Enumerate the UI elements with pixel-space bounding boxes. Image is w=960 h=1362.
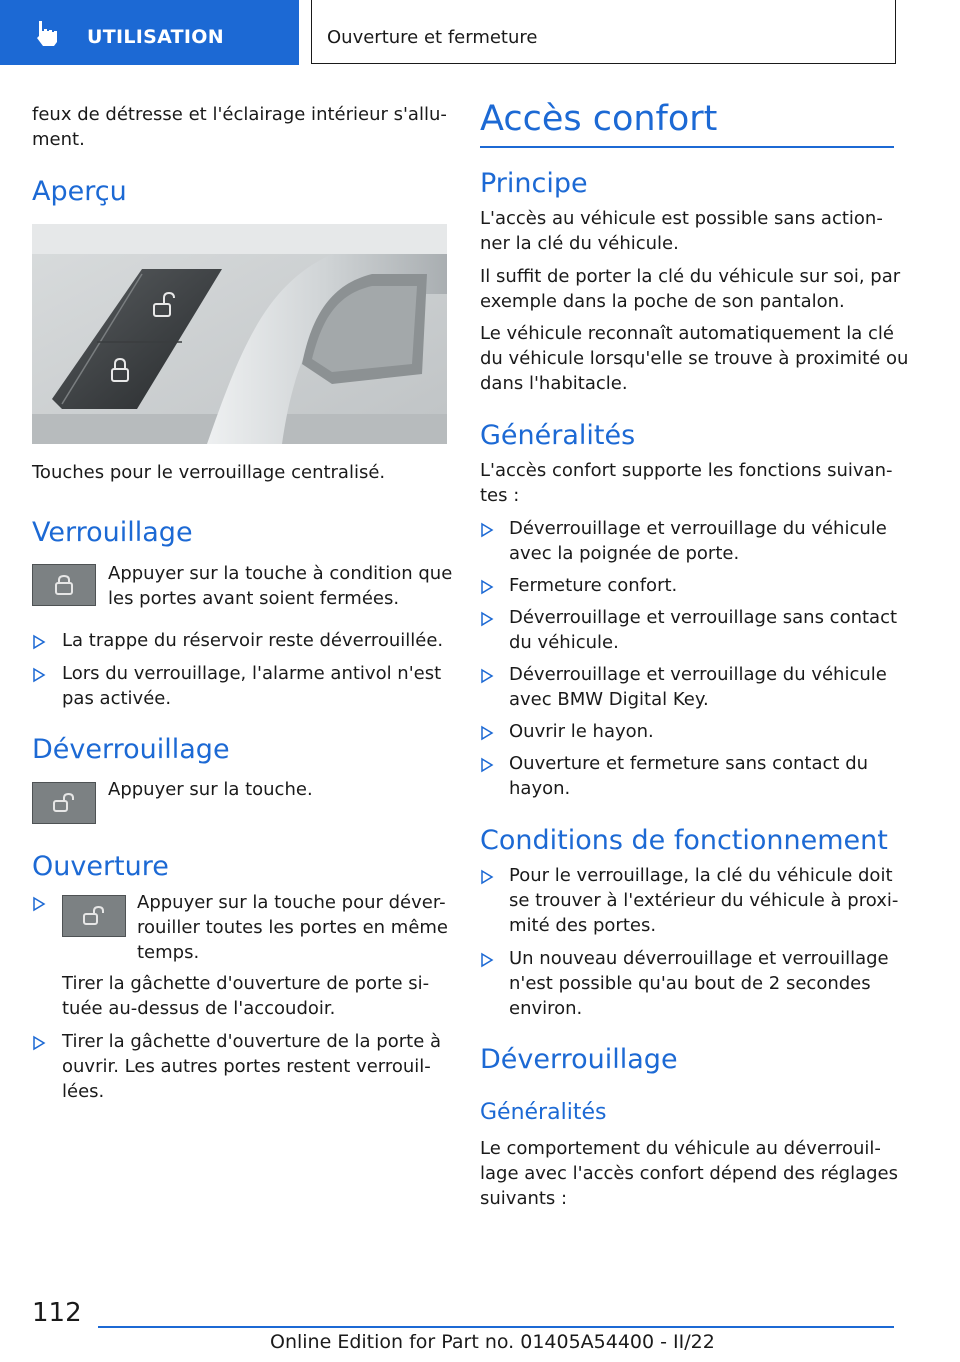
unlock-icon: [83, 906, 105, 926]
photo-caption: Touches pour le verrouillage centralisé.: [32, 462, 386, 483]
list-item-cont: environ.: [509, 998, 583, 1019]
bullet-arrow-icon: [480, 757, 494, 773]
generalites-p-line2: tes :: [480, 485, 520, 506]
bullet-arrow-icon: [480, 611, 494, 627]
verrouillage-heading: Verrouillage: [32, 517, 193, 548]
bullet-arrow-icon: [32, 634, 46, 650]
list-item-cont: n'est possible qu'au bout de 2 secondes: [509, 973, 871, 994]
deverrouillage-text: Appuyer sur la touche.: [108, 779, 313, 800]
header-chapter-box: [311, 0, 896, 64]
bullet-arrow-icon: [480, 668, 494, 684]
bullet-arrow-icon: [32, 667, 46, 683]
list-item-cont: du véhicule.: [509, 632, 619, 653]
ouverture-bullet1-line2: rouiller toutes les portes en même: [137, 917, 449, 938]
ouverture-bullet2-line1: Tirer la gâchette d'ouverture de la porte à: [62, 1031, 442, 1052]
header-chapter-title: Ouverture et fermeture: [327, 27, 538, 48]
lock-icon: [55, 575, 73, 595]
list-item: Un nouveau déverrouillage et verrouillage: [509, 948, 889, 969]
list-item-cont: avec la poignée de porte.: [509, 543, 740, 564]
list-item-cont: avec BMW Digital Key.: [509, 689, 709, 710]
list-item: Fermeture confort.: [509, 575, 678, 596]
page-number: 112: [32, 1298, 82, 1328]
list-item: Ouverture et fermeture sans contact du: [509, 753, 869, 774]
bullet-arrow-icon: [32, 1035, 46, 1051]
deverrouillage-heading: Déverrouillage: [32, 734, 230, 765]
bullet-arrow-icon: [480, 579, 494, 595]
lock-button-illustration: [32, 564, 96, 606]
verrouillage-text-2: les portes avant soient fermées.: [108, 588, 400, 609]
bullet-arrow-icon: [480, 869, 494, 885]
door-lock-buttons-image: [32, 224, 447, 444]
ouverture-para-line1: Tirer la gâchette d'ouverture de porte si-: [62, 973, 430, 994]
ouverture-bullet2-line3: lées.: [62, 1081, 105, 1102]
list-item-cont: mité des portes.: [509, 915, 657, 936]
ouverture-bullet2-line2: ouvrir. Les autres portes restent verrouil-: [62, 1056, 431, 1077]
principe-p1-line1: L'accès au véhicule est possible sans action-: [480, 208, 883, 229]
heading-underline: [480, 146, 894, 148]
list-item-cont: pas activée.: [62, 688, 172, 709]
footer-edition: Online Edition for Part no. 01405A54400 - II/22: [270, 1331, 715, 1353]
list-item: Ouvrir le hayon.: [509, 721, 654, 742]
generalites2-heading: Généralités: [480, 1100, 607, 1125]
principe-heading: Principe: [480, 168, 588, 199]
principe-p3-line2: du véhicule lorsqu'elle se trouve à proximité ou: [480, 348, 909, 369]
principe-p2-line1: Il suffit de porter la clé du véhicule sur soi, par: [480, 266, 901, 287]
principe-p3-line1: Le véhicule reconnaît automatiquement la clé: [480, 323, 894, 344]
ouverture-para-line2: tuée au-dessus de l'accoudoir.: [62, 998, 336, 1019]
intro-line-2: ment.: [32, 129, 85, 150]
apercu-heading: Aperçu: [32, 176, 127, 207]
bullet-arrow-icon: [480, 725, 494, 741]
list-item: La trappe du réservoir reste déverrouillée.: [62, 630, 444, 651]
deverrouillage-right-heading: Déverrouillage: [480, 1044, 678, 1075]
list-item: Pour le verrouillage, la clé du véhicule doit: [509, 865, 893, 886]
list-item: Lors du verrouillage, l'alarme antivol n'est: [62, 663, 442, 684]
principe-p2-line2: exemple dans la poche de son pantalon.: [480, 291, 845, 312]
conditions-heading: Conditions de fonctionnement: [480, 825, 888, 856]
list-item-cont: se trouver à l'extérieur du véhicule à proxi-: [509, 890, 899, 911]
footer-rule: [98, 1326, 894, 1328]
principe-p3-line3: dans l'habitacle.: [480, 373, 628, 394]
header-section-tab: [0, 0, 299, 65]
list-item: Déverrouillage et verrouillage sans contact: [509, 607, 898, 628]
generalites2-p-line1: Le comportement du véhicule au déverrouil-: [480, 1138, 881, 1159]
generalites2-p-line2: lage avec l'accès confort dépend des réglages: [480, 1163, 898, 1184]
unlock-button-illustration: [62, 895, 126, 937]
door-panel-photo: [32, 224, 447, 444]
ouverture-bullet1-line3: temps.: [137, 942, 200, 963]
list-item: Déverrouillage et verrouillage du véhicule: [509, 518, 887, 539]
list-item: Déverrouillage et verrouillage du véhicule: [509, 664, 887, 685]
acces-confort-heading: Accès confort: [480, 99, 718, 139]
hand-pointer-icon: [30, 18, 64, 48]
bullet-arrow-icon: [480, 952, 494, 968]
unlock-button-illustration: [32, 782, 96, 824]
unlock-icon: [53, 793, 75, 813]
bullet-arrow-icon: [480, 522, 494, 538]
ouverture-heading: Ouverture: [32, 851, 169, 882]
ouverture-bullet1-line1: Appuyer sur la touche pour déver-: [137, 892, 446, 913]
generalites2-p-line3: suivants :: [480, 1188, 568, 1209]
principe-p1-line2: ner la clé du véhicule.: [480, 233, 679, 254]
header-section-title: UTILISATION: [87, 26, 224, 48]
intro-line-1: feux de détresse et l'éclairage intérieur s'allu-: [32, 104, 447, 125]
generalites-heading: Généralités: [480, 420, 636, 451]
bullet-arrow-icon: [32, 896, 46, 912]
verrouillage-text-1: Appuyer sur la touche à condition que: [108, 563, 453, 584]
generalites-p-line1: L'accès confort supporte les fonctions suivan-: [480, 460, 893, 481]
list-item-cont: hayon.: [509, 778, 571, 799]
